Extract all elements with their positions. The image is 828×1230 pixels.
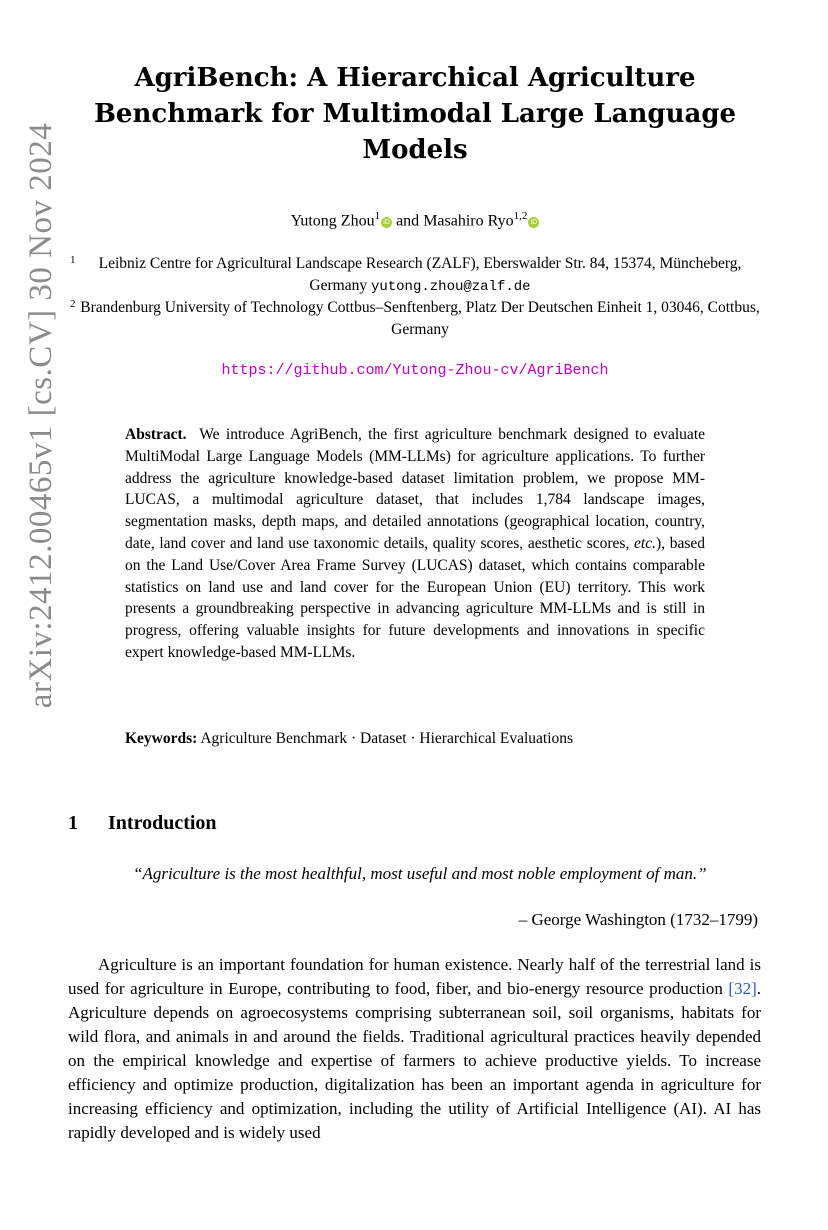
section-number: 1: [68, 812, 78, 834]
author-name: Masahiro Ryo: [423, 212, 514, 230]
email-address[interactable]: yutong.zhou@zalf.de: [370, 279, 531, 295]
abstract-text: We introduce AgriBench, the first agriculture benchmark designed to evaluate MultiModal Large Language Models (MM-LLMs) for agriculture applications. To further address the agriculture knowledge-based dataset limitation problem, we propose MM-LUCAS, a multimodal agriculture dataset, that includes 1,784 landscape images, segmentation masks, depth maps, and detailed annotations (geographical location, country, date, land cover and land use taxonomic details, quality scores, aesthetic scores,: [125, 426, 705, 552]
keywords-text: Agriculture Benchmark · Dataset · Hierarchical Evaluations: [200, 730, 574, 747]
author-line: [90, 210, 740, 230]
epigraph-attribution: – George Washington (1732–1799): [518, 910, 758, 929]
abstract-text: ), based on the Land Use/Cover Area Frame Survey (LUCAS) dataset, which contains comparable statistics on land use and land cover for the European Union (EU) territory. This work presents a groundbreaking perspective in advancing agriculture MM-LLMs and is still in progress, offering valuable insights for future developments and innovations in specific expert knowledge-based MM-LLMs.: [125, 534, 705, 661]
abstract-etc: etc.: [634, 534, 656, 552]
paragraph-text: . Agriculture depends on agroecosystems comprising subterranean soil, soil organisms, habitats for wild flora, and animals in and around the fields. Traditional agricultural practices heavily depended on the empirical knowledge and expertise of farmers to achieve productive yields. To increase efficiency and optimize production, digitalization has been an important agenda in agriculture for increasing efficiency and optimization, including the utility of Artificial Intelligence (AI). AI has rapidly developed and is widely used: [68, 979, 761, 1142]
keywords-label: Keywords:: [125, 730, 198, 747]
intro-paragraph: [68, 953, 761, 1145]
paragraph-text: Agriculture is an important foundation for human existence. Nearly half of the terrestrial land is used for agriculture in Europe, contributing to food, fiber, and bio-energy resource production: [68, 955, 761, 998]
section-title: Introduction: [108, 812, 217, 834]
citation-link[interactable]: [32]: [728, 979, 757, 998]
arxiv-sidebar-stamp: [16, 60, 68, 770]
arxiv-id: arXiv:2412.00465v1 [cs.CV] 30 Nov 2024: [23, 122, 60, 708]
section-heading: [68, 812, 217, 835]
author-affil-sup: 1: [374, 210, 381, 222]
author-name: Yutong Zhou: [290, 212, 375, 230]
paper-title: AgriBench: A Hierarchical Agriculture Benchmark for Multimodal Large Language Models: [93, 63, 737, 165]
affiliation-1: [70, 253, 770, 298]
epigraph-quote: “Agriculture is the most healthful, most useful and most noble employment of man.”: [133, 864, 707, 883]
affiliation-number: 2: [70, 298, 76, 310]
abstract-label: Abstract.: [125, 426, 187, 443]
keywords: [125, 728, 705, 750]
affiliation-text: Leibniz Centre for Agricultural Landscape Research (ZALF), Eberswalder Str. 84, 15374, Müncheberg, Germany: [98, 255, 742, 294]
github-link[interactable]: https://github.com/Yutong-Zhou-cv/AgriBench: [221, 362, 609, 379]
abstract: [125, 424, 705, 664]
affiliation-2: [70, 297, 770, 341]
author-conjunction: and: [392, 212, 424, 230]
orcid-icon[interactable]: iD: [381, 217, 392, 228]
affiliation-number: 1: [70, 254, 76, 266]
orcid-icon[interactable]: iD: [528, 217, 539, 228]
affiliation-text: Brandenburg University of Technology Cottbus–Senftenberg, Platz Der Deutschen Einheit 1, 03046, Cottbus, Germany: [80, 299, 760, 338]
author-affil-sup: 1,2: [513, 210, 528, 222]
